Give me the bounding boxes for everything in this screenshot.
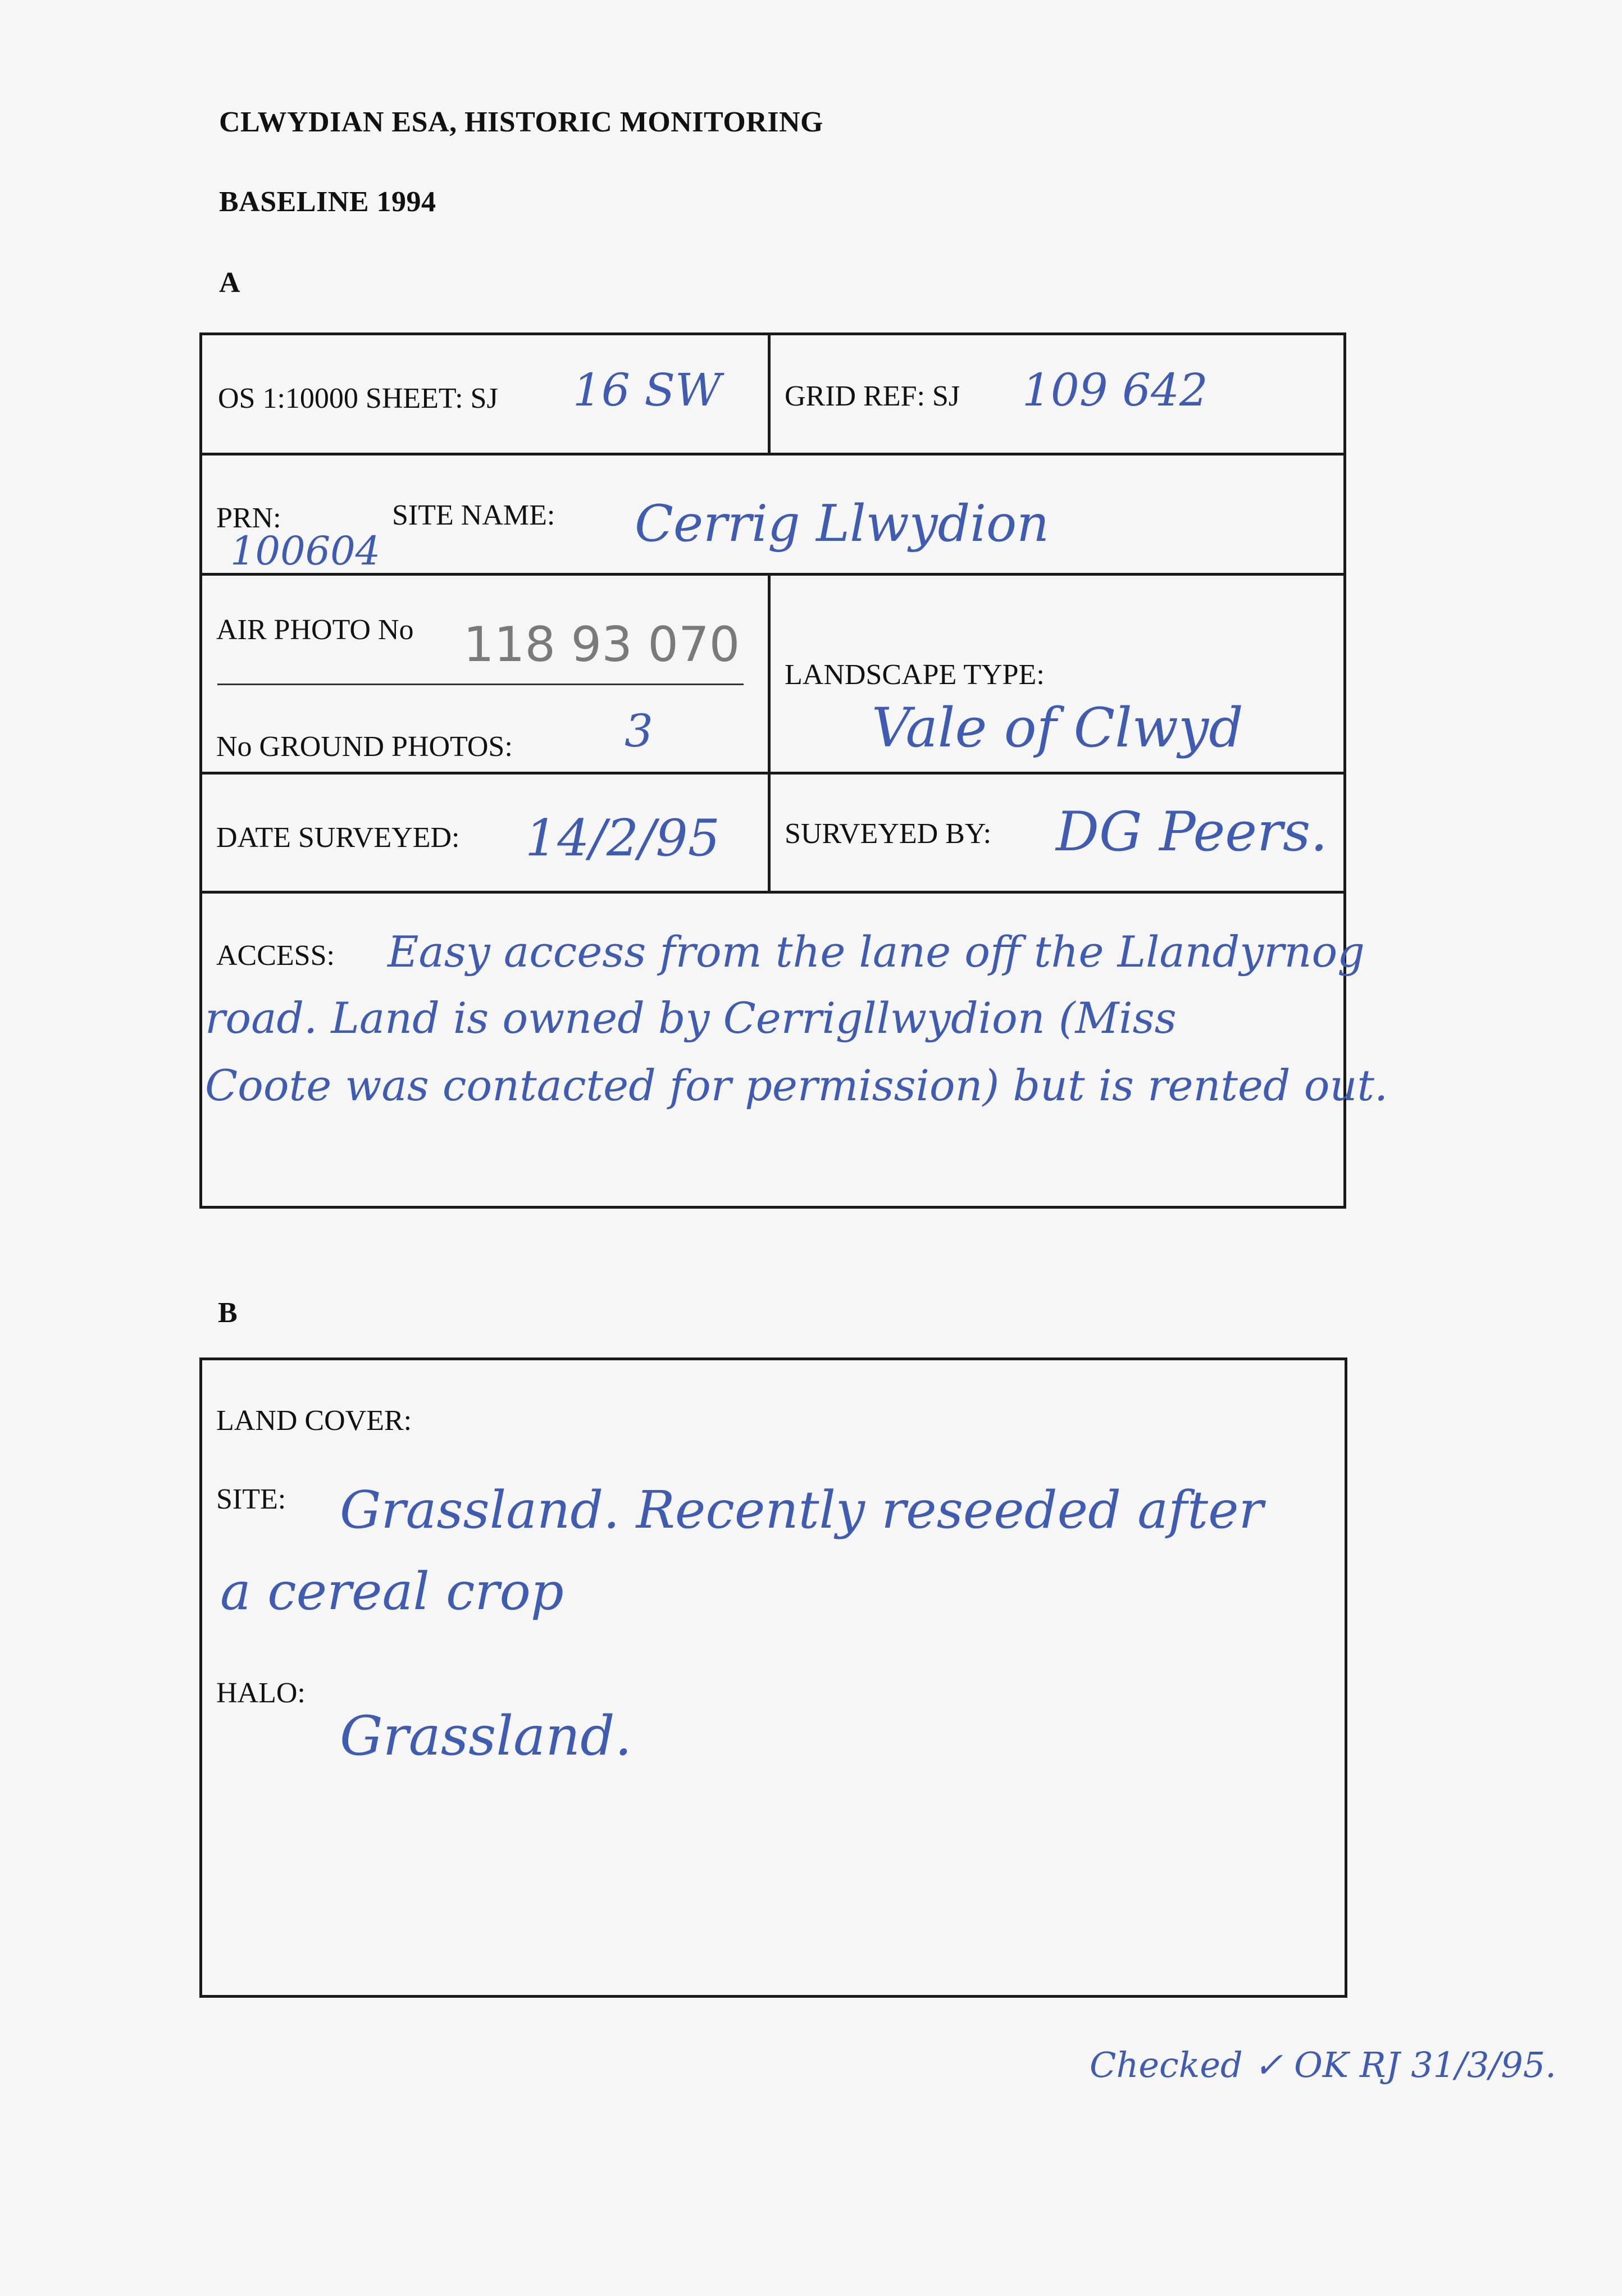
access-line-2: road. Land is owned by Cerrigllwydion (Miss [205,993,1177,1043]
grid-ref-label: GRID REF: SJ [785,380,960,412]
prn-label: PRN: [216,502,281,534]
section-a-letter: A [219,267,241,299]
landscape-type-label: LANDSCAPE TYPE: [785,659,1045,691]
air-photo-label: AIR PHOTO No [216,614,414,646]
prn-value: 100604 [230,528,381,574]
row-divider [199,891,1346,894]
column-divider [768,573,771,892]
land-cover-label: LAND COVER: [216,1405,412,1437]
field-underline [217,684,744,685]
halo-value: Grassland. [340,1705,632,1767]
surveyed-by-value: DG Peers. [1056,800,1328,863]
section-b-letter: B [218,1297,238,1329]
section-b-table [199,1357,1347,1998]
site-land-cover-line-2: a cereal crop [220,1561,564,1621]
form-title: CLWYDIAN ESA, HISTORIC MONITORING [219,106,823,138]
landscape-type-value: Vale of Clwyd [872,696,1243,759]
air-photo-value: 118 93 070 [463,617,740,673]
ground-photos-value: 3 [625,705,653,757]
os-sheet-value: 16 SW [573,364,722,416]
os-sheet-label: OS 1:10000 SHEET: SJ [218,382,498,414]
site-name-value: Cerrig Llwydion [635,494,1050,553]
column-divider [768,332,771,454]
row-divider [199,453,1346,455]
site-name-label: SITE NAME: [392,499,555,531]
surveyed-by-label: SURVEYED BY: [785,818,992,850]
date-surveyed-label: DATE SURVEYED: [216,822,460,854]
site-label: SITE: [216,1483,286,1515]
checked-annotation: Checked ✓ OK RJ 31/3/95. [1090,2044,1556,2085]
date-surveyed-value: 14/2/95 [525,809,720,868]
grid-ref-value: 109 642 [1022,364,1208,416]
site-land-cover-line-1: Grassland. Recently reseeded after [340,1480,1264,1540]
row-divider [199,772,1346,775]
ground-photos-label: No GROUND PHOTOS: [216,731,513,763]
halo-label: HALO: [216,1677,306,1709]
access-line-3: Coote was contacted for permission) but is rented out. [205,1060,1388,1110]
access-line-1: Easy access from the lane off the Llandyrnog [388,927,1365,977]
access-label: ACCESS: [216,940,335,972]
form-subtitle: BASELINE 1994 [219,186,436,218]
